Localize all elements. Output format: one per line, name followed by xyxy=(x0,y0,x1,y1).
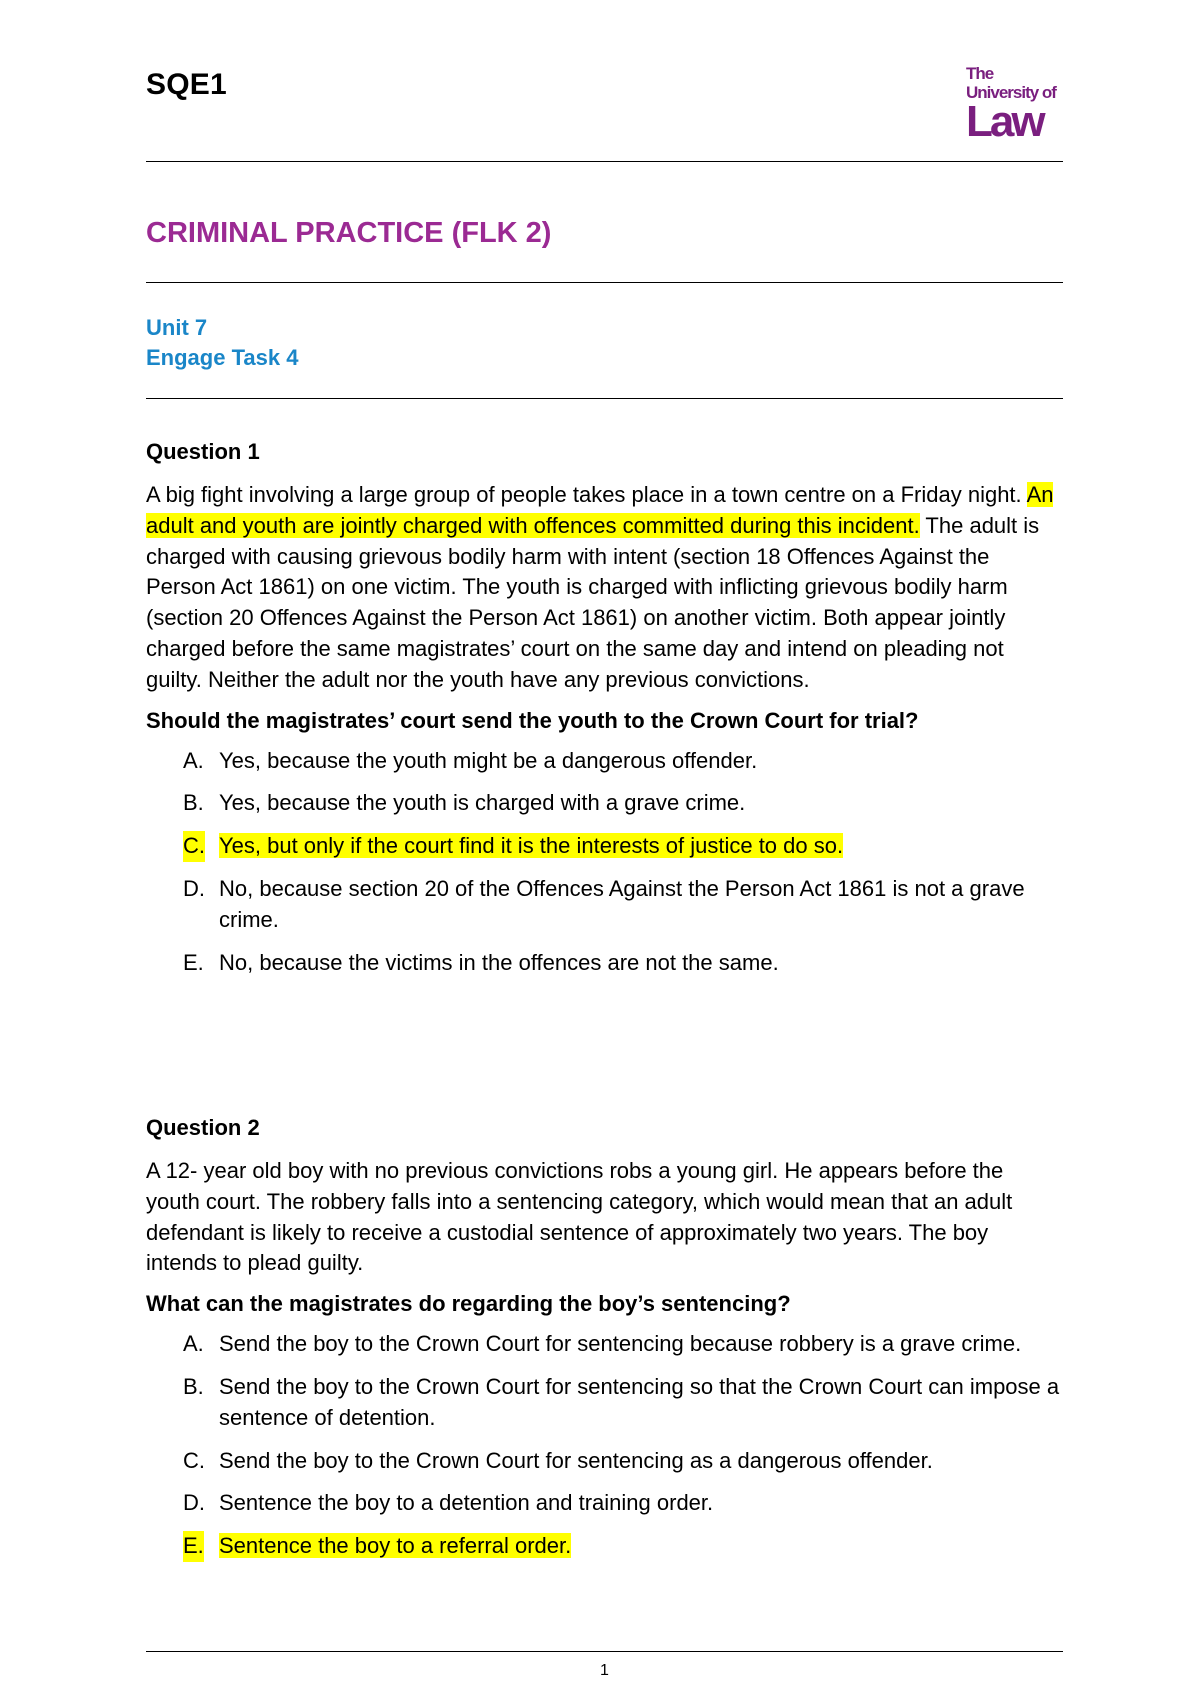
answer-option-a xyxy=(146,746,1063,777)
option-letter: C. xyxy=(183,831,205,862)
answer-options xyxy=(146,746,1063,979)
logo-line-2: University of xyxy=(966,83,1056,102)
logo-line-1: The xyxy=(966,64,994,83)
option-letter: E. xyxy=(183,949,204,975)
question-body-text: A big fight involving a large group of people takes place in a town centre on a Friday night. xyxy=(146,482,1027,507)
answer-option-b xyxy=(146,788,1063,819)
unit-divider xyxy=(146,398,1063,399)
answer-option-c xyxy=(146,831,1063,862)
option-text: Send the boy to the Crown Court for sentencing because robbery is a grave crime. xyxy=(219,1331,1022,1357)
answer-option-c xyxy=(146,1446,1063,1477)
option-text: Send the boy to the Crown Court for sentencing so that the Crown Court can impose a sentence of detention. xyxy=(219,1373,1060,1430)
page-number: 1 xyxy=(600,1662,609,1679)
option-text: Sentence the boy to a detention and training order. xyxy=(219,1490,714,1516)
unit-block xyxy=(146,313,298,373)
option-text: No, because the victims in the offences are not the same. xyxy=(219,949,779,975)
question-body-highlight: An adult and youth are jointly charged with offences committed during this incident. xyxy=(146,482,1054,538)
question-heading: Question 1 xyxy=(146,439,260,464)
footer-divider xyxy=(146,1651,1063,1652)
course-title: CRIMINAL PRACTICE (FLK 2) xyxy=(146,217,552,249)
option-letter: D. xyxy=(183,1490,205,1516)
option-text: Yes, but only if the court find it is the interests of justice to do so. xyxy=(219,833,844,859)
question-prompt: What can the magistrates do regarding the boy’s sentencing? xyxy=(146,1291,791,1317)
answer-option-e xyxy=(146,1531,1063,1562)
option-text: Yes, because the youth might be a dangerous offender. xyxy=(219,747,758,773)
option-text: Send the boy to the Crown Court for sentencing as a dangerous offender. xyxy=(219,1447,933,1473)
option-letter: E. xyxy=(183,1531,204,1562)
document-page xyxy=(146,0,1063,1696)
option-letter: A. xyxy=(183,747,204,773)
option-text: No, because section 20 of the Offences Against the Person Act 1861 is not a grave crime. xyxy=(219,875,1025,932)
answer-option-e xyxy=(146,948,1063,979)
option-text: Yes, because the youth is charged with a grave crime. xyxy=(219,790,746,816)
header-divider xyxy=(146,161,1063,162)
question-heading: Question 2 xyxy=(146,1115,260,1140)
question-2 xyxy=(146,1114,1063,1574)
answer-option-d xyxy=(146,1488,1063,1519)
question-body-text: The adult is charged with causing grievous bodily harm with intent (section 18 Offences Against the Person Act 1861) on one victim. The youth is charged with inflicting grievous bodily harm (section 20 Offences Against the Person Act 1861) on another victim. Both appear jointly charged before the same magistrates’ court on the same day and intend on pleading not guilty. Neither the adult nor the youth have any previous convictions. xyxy=(146,512,1040,692)
question-prompt: Should the magistrates’ court send the youth to the Crown Court for trial? xyxy=(146,707,919,733)
question-1 xyxy=(146,438,1063,990)
logo-line-3: Law xyxy=(966,97,1043,146)
answer-options xyxy=(146,1329,1063,1562)
question-body xyxy=(146,480,1063,696)
option-letter: D. xyxy=(183,875,205,901)
option-letter: A. xyxy=(183,1331,204,1357)
answer-option-d xyxy=(146,874,1063,936)
header-title: SQE1 xyxy=(146,68,227,101)
answer-option-b xyxy=(146,1372,1063,1434)
option-text: Sentence the boy to a referral order. xyxy=(219,1533,572,1559)
option-letter: B. xyxy=(183,790,204,816)
option-letter: C. xyxy=(183,1447,205,1473)
question-body: A 12- year old boy with no previous convictions robs a young girl. He appears before the youth court. The robbery falls into a sentencing category, which would mean that an adult defendant is likely to receive a custodial sentence of approximately two years. The boy intends to plead guilty. xyxy=(146,1158,1013,1276)
answer-option-a xyxy=(146,1329,1063,1360)
task-label: Engage Task 4 xyxy=(146,345,299,370)
university-of-law-logo xyxy=(966,64,1066,144)
title-divider xyxy=(146,282,1063,283)
option-letter: B. xyxy=(183,1373,204,1399)
unit-label: Unit 7 xyxy=(146,315,208,340)
